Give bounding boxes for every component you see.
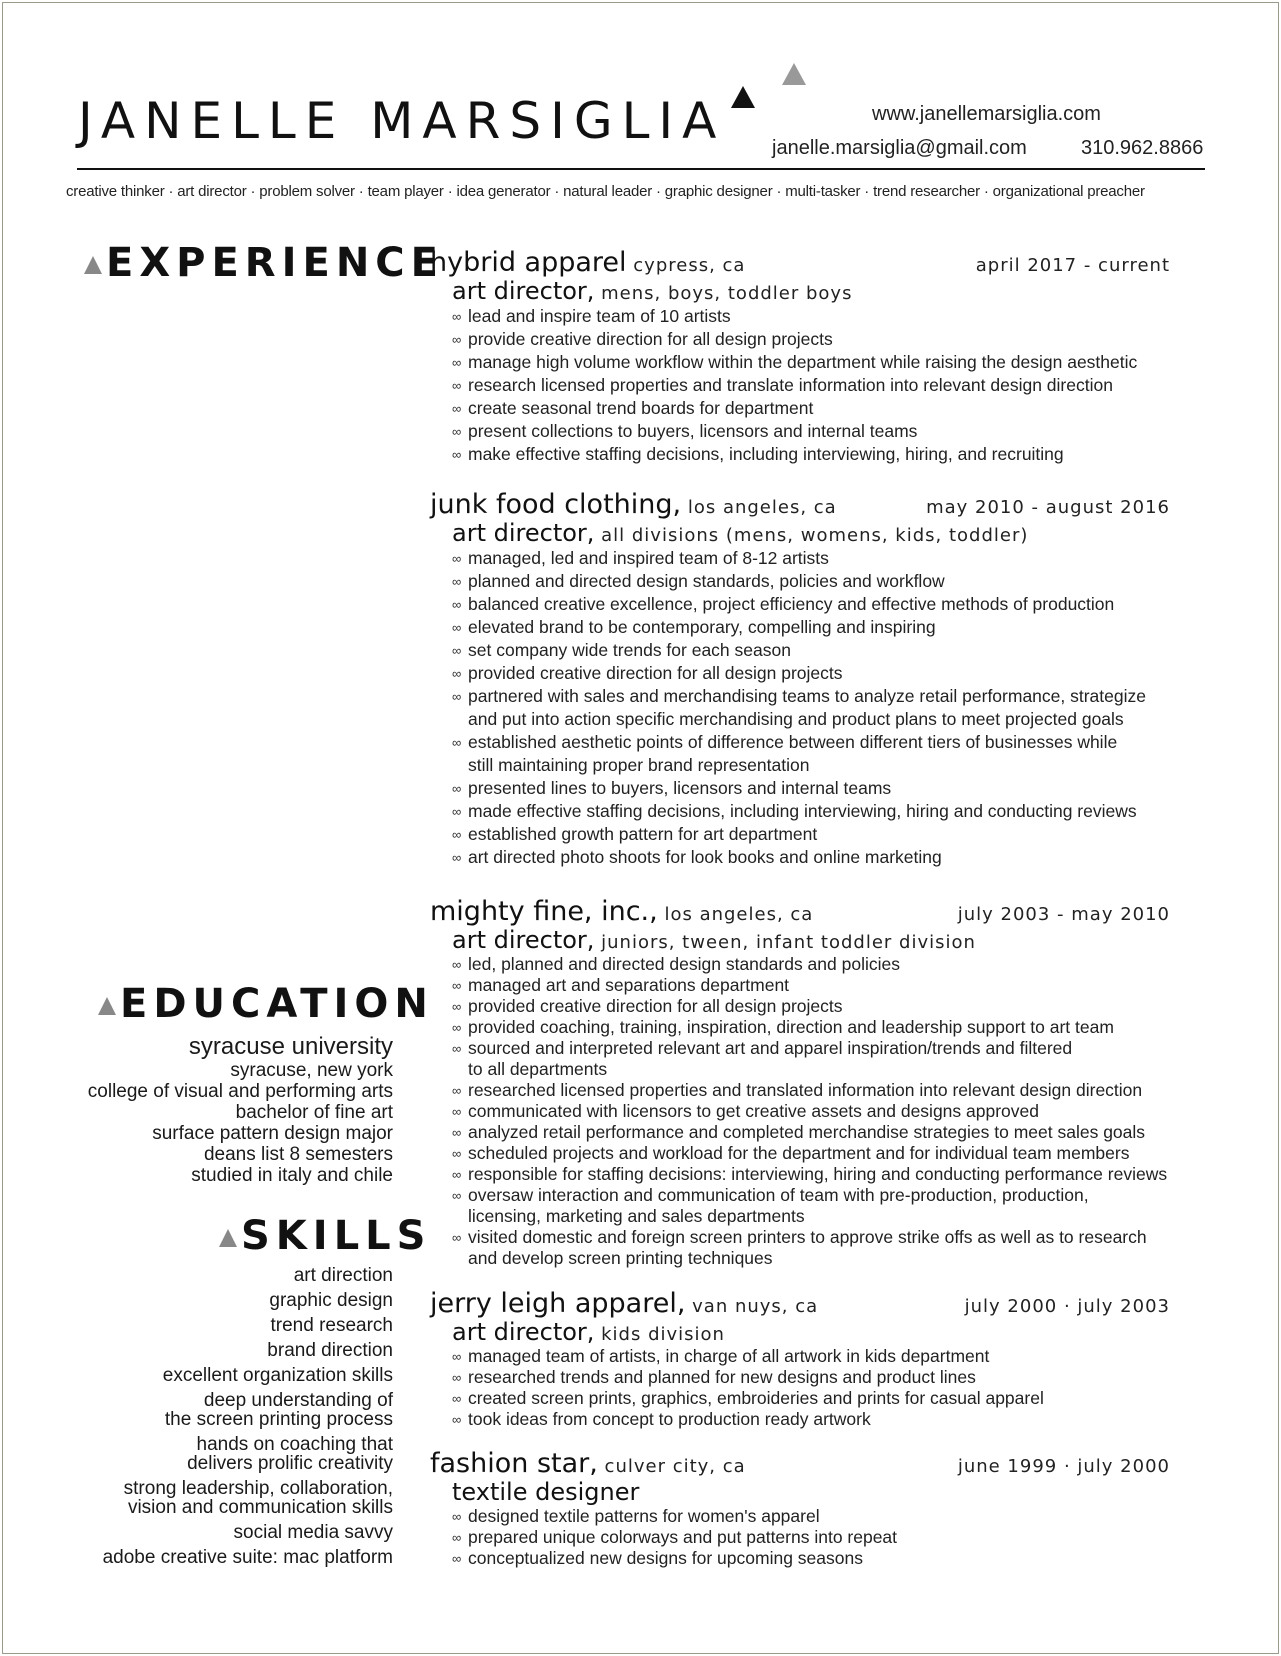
company-name: fashion star, (430, 1448, 598, 1479)
job-dates: may 2010 - august 2016 (926, 497, 1170, 518)
skill-item: social media savvy (233, 1522, 393, 1543)
job-location: los angeles, ca (657, 904, 814, 925)
skill-item: graphic design (269, 1290, 393, 1311)
bullet-item: ∞ partnered with sales and merchandising teams to analyze retail performance, strategize and put into action specific merchandising and product plans to meet projected goals (452, 685, 1170, 731)
job-role: textile designer (452, 1478, 640, 1506)
skill-item: strong leadership, collaboration, vision and communication skills (123, 1478, 393, 1518)
job-location: los angeles, ca (681, 497, 837, 518)
bullet-item: ∞ provided creative direction for all design projects (452, 662, 1170, 685)
bullet-item: ∞ provided creative direction for all design projects (452, 996, 1170, 1017)
education-item: syracuse university (188, 1033, 393, 1060)
skill-item: adobe creative suite: mac platform (102, 1547, 393, 1568)
job-entry (430, 247, 1170, 466)
job-location: van nuys, ca (685, 1296, 819, 1317)
job-dates: july 2000 · july 2003 (964, 1296, 1170, 1317)
bullet-item: ∞ elevated brand to be contemporary, compelling and inspiring (452, 616, 1170, 639)
bullet-item: ∞ provide creative direction for all design projects (452, 328, 1170, 351)
bullet-item: ∞ communicated with licensors to get creative assets and designs approved (452, 1101, 1170, 1122)
triangle-gray-icon (98, 997, 116, 1015)
bullet-item: ∞ responsible for staffing decisions: interviewing, hiring and conducting performance reviews (452, 1164, 1170, 1185)
experience-heading: EXPERIENCE (84, 240, 444, 286)
job-role: art director, (452, 926, 595, 954)
skill-item: excellent organization skills (162, 1365, 393, 1386)
education-item: syracuse, new york (230, 1060, 393, 1081)
job-division: mens, boys, toddler boys (594, 283, 853, 304)
email-link[interactable]: janelle.marsiglia@gmail.com (772, 137, 1027, 159)
job-bullets (452, 954, 1170, 1269)
triangle-dark-icon (731, 86, 755, 108)
job-header (430, 247, 1170, 277)
job-header (430, 896, 1170, 926)
skills-heading: SKILLS (219, 1213, 431, 1259)
bullet-item: ∞ managed art and separations department (452, 975, 1170, 996)
job-bullets (452, 305, 1170, 466)
candidate-name: JANELLE MARSIGLIA (78, 92, 726, 150)
bullet-item: ∞ managed, led and inspired team of 8-12 artists (452, 547, 1170, 570)
bullet-item: ∞ lead and inspire team of 10 artists (452, 305, 1170, 328)
bullet-item: ∞ create seasonal trend boards for department (452, 397, 1170, 420)
company-name: jerry leigh apparel, (430, 1288, 686, 1319)
bullet-item: ∞ research licensed properties and translate information into relevant design direction (452, 374, 1170, 397)
bullet-item: ∞ presented lines to buyers, licensors and internal teams (452, 777, 1170, 800)
job-header (430, 1288, 1170, 1318)
skill-item: brand direction (267, 1340, 393, 1361)
bullet-item: ∞ manage high volume workflow within the department while raising the design aesthetic (452, 351, 1170, 374)
job-location: culver city, ca (597, 1456, 746, 1477)
bullet-item: ∞ sourced and interpreted relevant art and apparel inspiration/trends and filtered to all departments (452, 1038, 1170, 1080)
education-list (88, 1033, 393, 1186)
company-name: junk food clothing, (430, 489, 682, 520)
education-item: deans list 8 semesters (203, 1144, 393, 1165)
bullet-item: ∞ designed textile patterns for women's apparel (452, 1506, 1170, 1527)
job-division: kids division (594, 1324, 725, 1345)
job-dates: july 2003 - may 2010 (957, 904, 1170, 925)
bullet-item: ∞ conceptualized new designs for upcoming seasons (452, 1548, 1170, 1569)
job-location: cypress, ca (626, 255, 746, 276)
triangle-gray-icon (782, 63, 806, 85)
bullet-item: ∞ provided coaching, training, inspiration, direction and leadership support to art team (452, 1017, 1170, 1038)
bullet-item: ∞ make effective staffing decisions, including interviewing, hiring, and recruiting (452, 443, 1170, 466)
role-line (452, 519, 1170, 547)
job-entry (430, 1288, 1170, 1430)
skill-item: trend research (270, 1315, 393, 1336)
website-link[interactable]: www.janellemarsiglia.com (872, 103, 1101, 125)
education-item: studied in italy and chile (191, 1165, 393, 1186)
education-item: college of visual and performing arts (87, 1081, 393, 1102)
bullet-item: ∞ established growth pattern for art department (452, 823, 1170, 846)
bullet-item: ∞ scheduled projects and workload for the department and for individual team members (452, 1143, 1170, 1164)
job-header (430, 1448, 1170, 1478)
bullet-item: ∞ created screen prints, graphics, embroideries and prints for casual apparel (452, 1388, 1170, 1409)
job-role: art director, (452, 277, 595, 305)
bullet-item: ∞ established aesthetic points of difference between different tiers of businesses while still maintaining proper brand representation (452, 731, 1170, 777)
phone-number: 310.962.8866 (1081, 137, 1204, 159)
triangle-gray-icon (219, 1229, 237, 1247)
role-line (452, 1478, 1170, 1506)
skill-item: deep understanding of the screen printing process (164, 1390, 393, 1430)
role-line (452, 926, 1170, 954)
job-bullets (452, 1346, 1170, 1430)
job-role: art director, (452, 1318, 595, 1346)
role-line (452, 1318, 1170, 1346)
education-item: surface pattern design major (152, 1123, 393, 1144)
bullet-item: ∞ oversaw interaction and communication of team with pre-production, production, licensing, marketing and sales departments (452, 1185, 1170, 1227)
bullet-item: ∞ planned and directed design standards, policies and workflow (452, 570, 1170, 593)
bullet-item: ∞ managed team of artists, in charge of all artwork in kids department (452, 1346, 1170, 1367)
skills-list (103, 1266, 393, 1573)
header-divider (77, 168, 1205, 170)
job-dates: april 2017 - current (975, 255, 1170, 276)
education-item: bachelor of fine art (235, 1102, 393, 1123)
bullet-item: ∞ balanced creative excellence, project efficiency and effective methods of production (452, 593, 1170, 616)
bullet-item: ∞ researched trends and planned for new designs and product lines (452, 1367, 1170, 1388)
company-name: hybrid apparel (430, 247, 627, 278)
job-entry (430, 1448, 1170, 1569)
tagline: creative thinker · art director · problem solver · team player · idea generator · natural leader · graphic designer · multi-tasker · trend researcher · organizational preacher (66, 183, 1145, 200)
job-division: all divisions (mens, womens, kids, toddler) (594, 525, 1029, 546)
bullet-item: ∞ researched licensed properties and translated information into relevant design direction (452, 1080, 1170, 1101)
education-heading: EDUCATION (98, 981, 434, 1027)
bullet-item: ∞ made effective staffing decisions, including interviewing, hiring and conducting reviews (452, 800, 1170, 823)
job-role: art director, (452, 519, 595, 547)
job-entry (430, 489, 1170, 869)
company-name: mighty fine, inc., (430, 896, 658, 927)
triangle-gray-icon (84, 256, 102, 274)
bullet-item: ∞ art directed photo shoots for look books and online marketing (452, 846, 1170, 869)
job-dates: june 1999 · july 2000 (957, 1456, 1170, 1477)
bullet-item: ∞ analyzed retail performance and completed merchandise strategies to meet sales goals (452, 1122, 1170, 1143)
bullet-item: ∞ set company wide trends for each season (452, 639, 1170, 662)
skill-item: hands on coaching that delivers prolific creativity (187, 1434, 393, 1474)
role-line (452, 277, 1170, 305)
bullet-item: ∞ led, planned and directed design standards and policies (452, 954, 1170, 975)
job-division: juniors, tween, infant toddler division (594, 932, 976, 953)
bullet-item: ∞ took ideas from concept to production ready artwork (452, 1409, 1170, 1430)
bullet-item: ∞ prepared unique colorways and put patterns into repeat (452, 1527, 1170, 1548)
job-bullets (452, 1506, 1170, 1569)
skill-item: art direction (293, 1265, 393, 1286)
bullet-item: ∞ visited domestic and foreign screen printers to approve strike offs as well as to research and develop screen printing techniques (452, 1227, 1170, 1269)
job-entry (430, 896, 1170, 1269)
job-header (430, 489, 1170, 519)
bullet-item: ∞ present collections to buyers, licensors and internal teams (452, 420, 1170, 443)
job-bullets (452, 547, 1170, 869)
